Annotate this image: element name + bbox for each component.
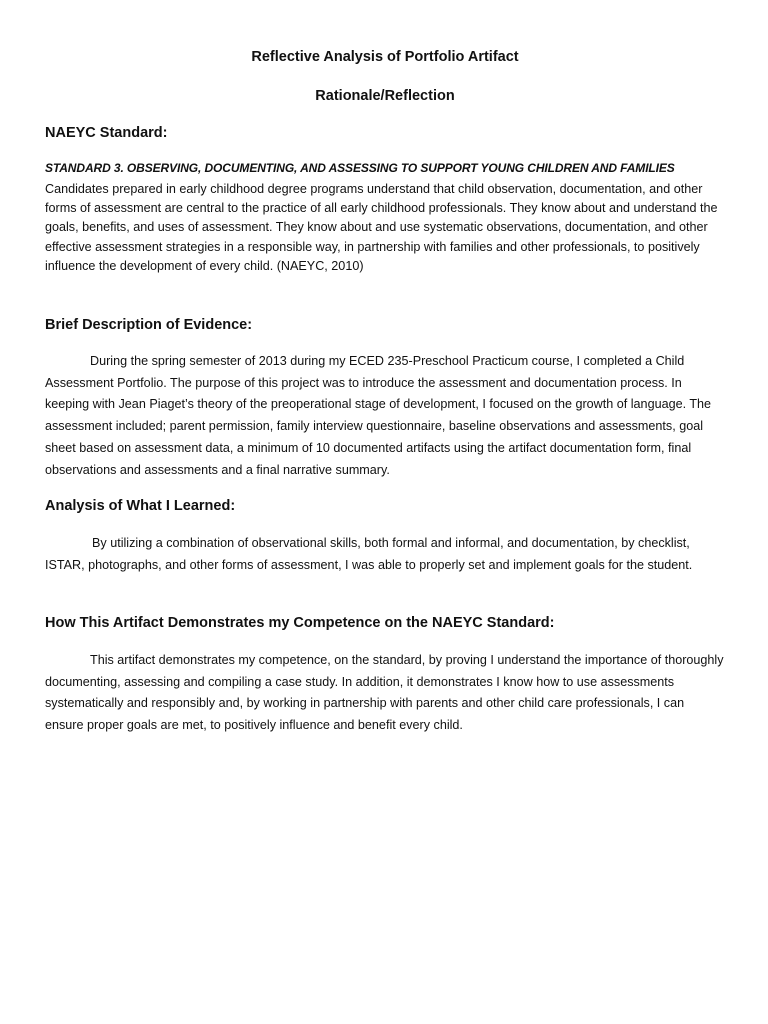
analysis-heading: Analysis of What I Learned: bbox=[45, 498, 236, 514]
brief-description-heading: Brief Description of Evidence: bbox=[45, 317, 253, 333]
competence-body: This artifact demonstrates my competence, on the standard, by proving I understand the importance of thoroughly documenting, assessing and compiling a case study. In addition, it demonstrates I know how to use assessments systematically and responsibly and, by working in partnership with parents and other child care professionals, I can ensure proper goals are met, to positively influence and benefit every child. bbox=[45, 653, 724, 733]
competence-heading: How This Artifact Demonstrates my Competence on the NAEYC Standard: bbox=[45, 615, 555, 631]
document-title: Reflective Analysis of Portfolio Artifact bbox=[251, 49, 519, 65]
standard-title: STANDARD 3. OBSERVING, DOCUMENTING, AND ASSESSING TO SUPPORT YOUNG CHILDREN AND FAMILIES bbox=[45, 161, 675, 175]
document-subtitle: Rationale/Reflection bbox=[315, 88, 455, 104]
standard-body: Candidates prepared in early childhood degree programs understand that child observation, documentation, and other forms of assessment are central to the practice of all early childhood professionals. They know about and understand the goals, benefits, and uses of assessment. They know about and use systematic observations, documentation, and other effective assessment strategies in a responsible way, in partnership with families and other professionals, to positively influence the development of every child. (NAEYC, 2010) bbox=[45, 182, 718, 273]
brief-description-body: During the spring semester of 2013 during my ECED 235-Preschool Practicum course, I completed a Child Assessment Portfolio. The purpose of this project was to introduce the assessment and documentation process. In keeping with Jean Piaget’s theory of the preoperational stage of development, I focused on the growth of language. The assessment included; parent permission, family interview questionnaire, baseline observations and assessments, goal sheet based on assessment data, a minimum of 10 documented artifacts using the artifact documentation form, final observations and assessments and a final narrative summary. bbox=[45, 354, 712, 477]
standard-heading: NAEYC Standard: bbox=[45, 125, 168, 141]
analysis-body: By utilizing a combination of observational skills, both formal and informal, and documentation, by checklist, ISTAR, photographs, and other forms of assessment, I was able to properly set and implement goals for the student. bbox=[45, 536, 693, 572]
